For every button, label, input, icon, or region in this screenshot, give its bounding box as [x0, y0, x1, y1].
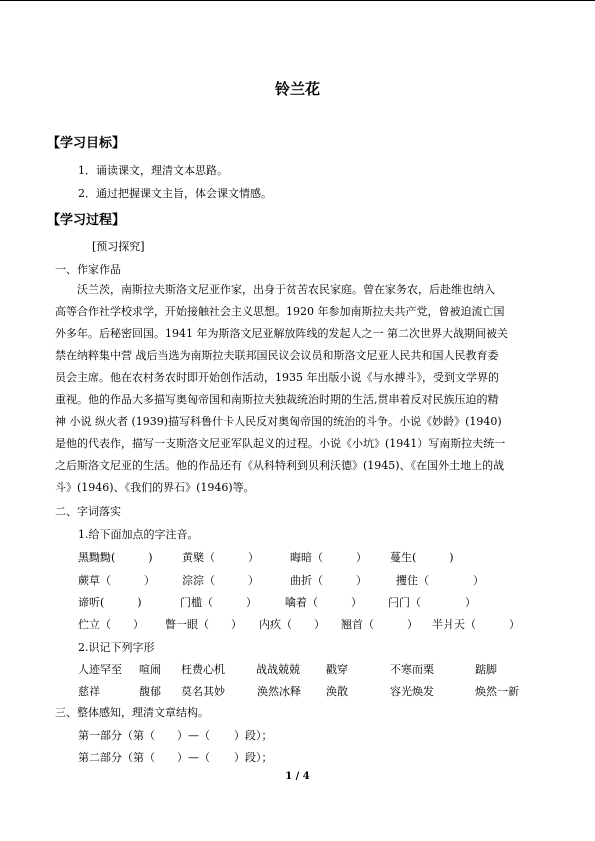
pinyin-item: 曲折（ ）: [290, 574, 367, 587]
pinyin-item: 内疚（ ）: [259, 618, 325, 631]
char-item: 不寒而栗: [390, 663, 434, 676]
section-label: 一、作家作品: [55, 263, 121, 276]
pinyin-item: 门槛（ ）: [180, 596, 257, 609]
bio-line: 高等合作社学校求学，开始接触社会主义思想。1920 年参加南斯拉夫共产党，曾被迫流亡国: [55, 305, 505, 318]
structure-line: [78, 729, 273, 743]
structure-prefix: 第一部分（第（: [78, 729, 155, 742]
char-item: 战战兢兢: [256, 663, 300, 676]
section-label: 二、字词落实: [55, 505, 121, 518]
structure-suffix: ）段）；: [234, 751, 273, 764]
pinyin-item: 谛听( ): [78, 596, 142, 609]
page-title: 铃兰花: [274, 80, 320, 98]
char-item: 喧闹: [139, 663, 161, 676]
pinyin-item: 蕨草（ ）: [78, 574, 155, 587]
structure-line: [78, 751, 273, 765]
bio-line: 之后斯洛文尼亚的生活。他的作品还有《从科特利到贝利沃德》(1945)、《在国外土地上的战: [55, 459, 505, 472]
bio-line: 斗》(1946)、《我们的界石》(1946)等。: [55, 481, 255, 494]
goal-item: 1．诵读课文，理清文本思路。: [78, 164, 228, 177]
pinyin-item: 瞥一眼（ ）: [165, 618, 242, 631]
top-border-line: [0, 0, 595, 1]
char-item: 焕然一新: [475, 685, 519, 698]
char-item: 戳穿: [326, 663, 348, 676]
goal-item: 2．通过把握课文主旨，体会课文情感。: [78, 187, 272, 200]
pinyin-item: 黄檗（ ）: [182, 551, 259, 564]
pinyin-item: 蔓生( ): [390, 551, 454, 564]
pinyin-item: 闩门（ ）: [388, 596, 476, 609]
char-item: 踮脚: [475, 663, 497, 676]
char-item: 涣然冰释: [257, 685, 301, 698]
char-item: 枉费心机: [181, 663, 225, 676]
structure-mid: ）—（: [177, 751, 210, 764]
bio-line: 重视。他的作品大多描写奥匈帝国和南斯拉夫独裁统治时期的生活,贯串着反对民族压迫的精: [55, 393, 499, 406]
preview-label: [预习探究]: [92, 240, 145, 253]
pinyin-item: 淙淙（ ）: [182, 574, 259, 587]
pinyin-item: 半爿天（ ）: [432, 618, 520, 631]
pinyin-item: 伫立（ ）: [78, 618, 144, 631]
bio-line: 神 小说 纵火者 (1939)描写科鲁什卡人民反对奥匈帝国的统治的斗争。小说《妙龄》(1940): [55, 415, 502, 428]
page-number: 1 / 4: [285, 771, 310, 782]
char-item: 馥郁: [139, 685, 161, 698]
char-item: 人迹罕至: [78, 663, 122, 676]
bio-line: 员会主席。他在农村务农时即开始创作活动，1935 年出版小说《与水搏斗》，受到文学界的: [55, 371, 499, 384]
structure-suffix: ）段）；: [234, 729, 273, 742]
bio-line: 沃兰茨，南斯拉夫斯洛文尼亚作家，出身于贫苦农民家庭。曾在家务农，后赴维也纳入: [77, 283, 495, 296]
goals-heading: 【学习目标】: [47, 136, 126, 151]
char-item: 莫名其妙: [181, 685, 225, 698]
pinyin-item: 噙着（ ）: [285, 596, 362, 609]
author-bio: [55, 279, 508, 499]
pinyin-item: 晦暗（ ）: [290, 551, 367, 564]
section-label: 三、整体感知，理清文章结构。: [55, 706, 209, 719]
char-item: 涣散: [326, 685, 348, 698]
pinyin-item: 黑黝黝( ): [78, 551, 153, 564]
char-item: 慈祥: [78, 685, 100, 698]
pinyin-item: 攫住（ ）: [396, 574, 484, 587]
bio-line: 禁在纳粹集中营 战后当选为南斯拉夫联邦国民议会议员和斯洛文尼亚人民共和国人民教育委: [55, 349, 499, 362]
structure-prefix: 第二部分（第（: [78, 751, 155, 764]
char-item: 容光焕发: [390, 685, 434, 698]
structure-mid: ）—（: [177, 729, 210, 742]
bio-line: 是他的代表作，描写一支斯洛文尼亚军队起义的过程。小说《小坑》(1941）写南斯拉夫统一: [55, 437, 506, 450]
bio-line: 外多年。后秘密回国。1941 年为斯洛文尼亚解放阵线的发起人之一 第二次世界大战期间被关: [55, 327, 508, 340]
question-label: 2.识记下列字形: [78, 641, 155, 654]
pinyin-item: 翘首（ ）: [341, 618, 418, 631]
question-label: 1.给下面加点的字注音。: [78, 528, 199, 541]
process-heading: 【学习过程】: [47, 213, 126, 228]
